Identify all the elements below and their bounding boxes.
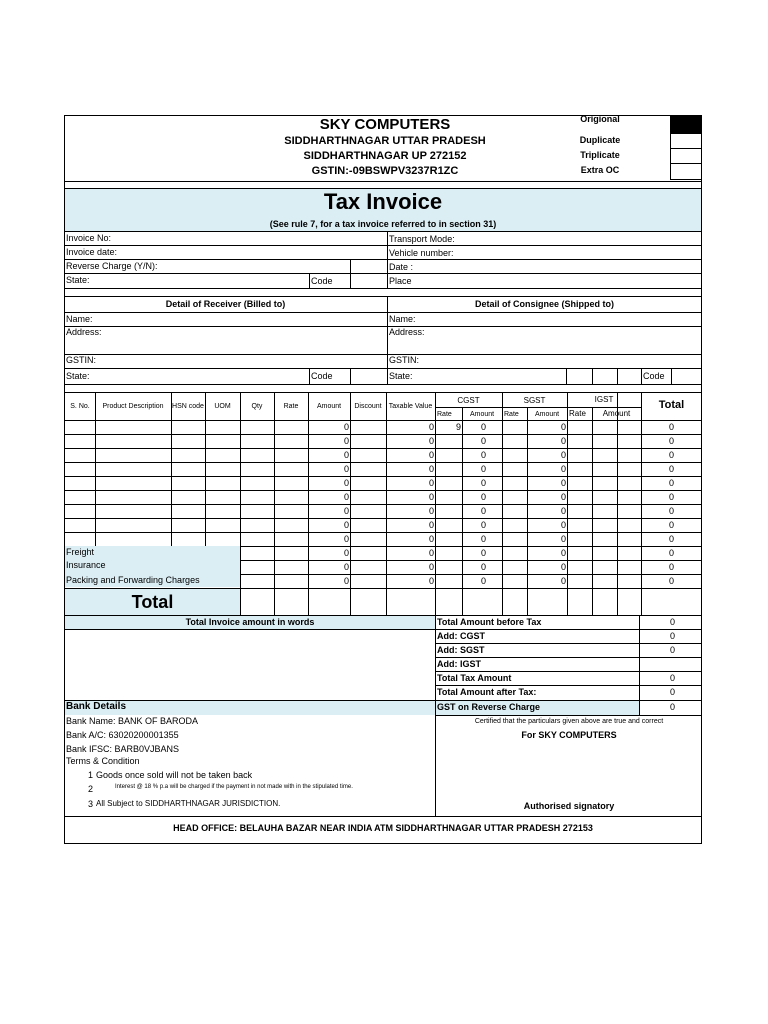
add-cgst-value: 0 (669, 631, 675, 641)
table-cell-cgst-6: 0 (480, 492, 486, 502)
table-cell-total-1: 0 (668, 422, 674, 432)
term-text-3: All Subject to SIDDHARTHNAGAR JURISDICTION. (96, 799, 281, 808)
total-tax-label: Total Tax Amount (437, 673, 512, 683)
table-cell-taxable-9: 0 (428, 534, 434, 544)
table-cell-taxable-11: 0 (428, 562, 434, 572)
term-number-2: 2 (88, 784, 94, 794)
copy-checkbox-duplicate[interactable] (670, 133, 702, 149)
table-cell-sgst-10: 0 (560, 548, 566, 558)
certification-text: Certified that the particulars given above are true and correct (474, 718, 664, 725)
invoice-date-label: Invoice date: (66, 247, 118, 257)
receiver-name-label: Name: (66, 314, 93, 324)
table-cell-cgst-7: 0 (480, 506, 486, 516)
col-header-discount: Discount (354, 403, 382, 410)
col-header-sgst: SGST (523, 396, 546, 405)
table-total-label: Total (131, 592, 174, 612)
table-cell-cgst-2: 0 (480, 436, 486, 446)
company-name: SKY COMPUTERS (319, 116, 451, 133)
table-cell-sgst-4: 0 (560, 464, 566, 474)
table-cell-taxable-10: 0 (428, 548, 434, 558)
receiver-code-label: Code (311, 371, 333, 381)
table-cell-total-9: 0 (668, 534, 674, 544)
table-cell-total-2: 0 (668, 436, 674, 446)
receiver-gstin-label: GSTIN: (66, 355, 97, 365)
add-cgst-label: Add: CGST (437, 631, 485, 641)
table-cell-sgst-12: 0 (560, 576, 566, 586)
consignee-heading: Detail of Consignee (Shipped to) (475, 299, 614, 309)
copy-label-original: Origional (580, 114, 620, 124)
term-number-1: 1 (88, 770, 94, 780)
table-cell-cgst-10: 0 (480, 548, 486, 558)
company-gstin: GSTIN:-09BSWPV3237R1ZC (311, 165, 459, 177)
head-office-footer: HEAD OFFICE: BELAUHA BAZAR NEAR INDIA ATM SIDDHARTHNAGAR UTTAR PRADESH 272153 (173, 823, 593, 833)
table-cell-sgst-5: 0 (560, 478, 566, 488)
consignee-name-label: Name: (389, 314, 416, 324)
place-label: Place (389, 276, 412, 286)
table-cell-sgst-11: 0 (560, 562, 566, 572)
col-header-hsn: HSN code (172, 403, 204, 410)
charge-freight-label: Freight (66, 547, 95, 557)
table-cell-taxable-4: 0 (428, 464, 434, 474)
term-number-3: 3 (88, 799, 94, 809)
bank-details-heading: Bank Details (66, 701, 127, 712)
for-company-label: For SKY COMPUTERS (521, 730, 617, 740)
table-cell-total-6: 0 (668, 492, 674, 502)
consignee-code-label: Code (643, 371, 665, 381)
col-header-amount: Amount (316, 403, 342, 410)
invoice-no-label: Invoice No: (66, 233, 112, 243)
table-cell-sgst-2: 0 (560, 436, 566, 446)
add-igst-label: Add: IGST (437, 659, 481, 669)
table-cell-amount-2: 0 (343, 436, 349, 446)
copy-label-extra: Extra OC (580, 165, 620, 175)
table-cell-taxable-1: 0 (428, 422, 434, 432)
table-cell-sgst-3: 0 (560, 450, 566, 460)
reverse-charge-value: 0 (669, 702, 675, 712)
table-cell-amount-9: 0 (343, 534, 349, 544)
consignee-gstin-label: GSTIN: (389, 355, 420, 365)
table-cell-amount-5: 0 (343, 478, 349, 488)
term-text-1: Goods once sold will not be taken back (96, 770, 253, 780)
igst-amount-header: Amount (602, 409, 631, 418)
table-cell-total-8: 0 (668, 520, 674, 530)
vehicle-number-label: Vehicle number: (389, 248, 454, 258)
invoice-title: Tax Invoice (323, 189, 443, 214)
copy-checkbox-original[interactable] (670, 115, 702, 133)
col-header-product: Product Description (102, 403, 164, 410)
col-header-sno: S. No. (70, 403, 90, 410)
table-cell-sgst-8: 0 (560, 520, 566, 530)
col-header-cgst: CGST (457, 396, 480, 405)
reverse-charge-label: Reverse Charge (Y/N): (66, 261, 158, 271)
table-cell-amount-10: 0 (343, 548, 349, 558)
col-header-igst: IGST (594, 395, 614, 404)
table-cell-amount-3: 0 (343, 450, 349, 460)
before-tax-value: 0 (669, 617, 675, 627)
table-cell-total-7: 0 (668, 506, 674, 516)
table-cell-sgst-9: 0 (560, 534, 566, 544)
table-cell-cgst-11: 0 (480, 562, 486, 572)
table-cell-amount-6: 0 (343, 492, 349, 502)
table-cell-sgst-6: 0 (560, 492, 566, 502)
table-cell-taxable-3: 0 (428, 450, 434, 460)
copy-label-duplicate: Duplicate (579, 135, 621, 145)
igst-rate-header: Rate (569, 409, 586, 418)
table-cell-amount-12: 0 (343, 576, 349, 586)
table-cell-cgst-3: 0 (480, 450, 486, 460)
total-tax-value: 0 (669, 673, 675, 683)
state-label: State: (66, 275, 90, 285)
date-label: Date : (389, 262, 414, 272)
cgst-rate-header: Rate (437, 411, 452, 418)
copy-checkbox-triplicate[interactable] (670, 148, 702, 164)
table-cell-amount-7: 0 (343, 506, 349, 516)
bank-account: Bank A/C: 63020200001355 (66, 730, 179, 740)
table-cell-taxable-5: 0 (428, 478, 434, 488)
col-header-taxable: Taxable Value (388, 403, 433, 410)
company-address-line1: SIDDHARTHNAGAR UTTAR PRADESH (284, 135, 486, 147)
table-cell-amount-11: 0 (343, 562, 349, 572)
table-cell-taxable-6: 0 (428, 492, 434, 502)
table-cell-sgst-7: 0 (560, 506, 566, 516)
add-sgst-value: 0 (669, 645, 675, 655)
receiver-address-label: Address: (66, 327, 102, 337)
table-cell-cgst-4: 0 (480, 464, 486, 474)
table-cell-cgst-5: 0 (480, 478, 486, 488)
table-cell-amount-4: 0 (343, 464, 349, 474)
invoice-subtitle: (See rule 7, for a tax invoice referred to in section 31) (269, 219, 497, 229)
sgst-rate-header: Rate (504, 411, 519, 418)
table-cell-sgst-1: 0 (560, 422, 566, 432)
authorised-signatory-label: Authorised signatory (523, 801, 615, 811)
table-cell-cgst-1: 0 (480, 422, 486, 432)
col-header-qty: Qty (251, 403, 263, 410)
transport-mode-label: Transport Mode: (389, 234, 455, 244)
table-cell-amount-1: 0 (343, 422, 349, 432)
charge-insurance-label: Insurance (66, 560, 106, 570)
table-cell-total-10: 0 (668, 548, 674, 558)
table-cell-amount-8: 0 (343, 520, 349, 530)
table-cell-cgst-9: 0 (480, 534, 486, 544)
charge-packing-label: Packing and Forwarding Charges (66, 575, 200, 585)
table-cell-cgst-12: 0 (480, 576, 486, 586)
cgst-amount-header: Amount (469, 411, 495, 418)
terms-heading: Terms & Condition (66, 756, 140, 766)
company-address-line2: SIDDHARTHNAGAR UP 272152 (303, 150, 467, 162)
bank-ifsc: Bank IFSC: BARB0VJBANS (66, 744, 180, 754)
consignee-address-label: Address: (389, 327, 425, 337)
sgst-amount-header: Amount (534, 411, 560, 418)
table-cell-taxable-12: 0 (428, 576, 434, 586)
receiver-heading: Detail of Receiver (Billed to) (165, 299, 286, 309)
table-cell-total-3: 0 (668, 450, 674, 460)
table-cell-taxable-7: 0 (428, 506, 434, 516)
amount-words-heading: Total Invoice amount in words (185, 617, 315, 627)
table-cell-taxable-8: 0 (428, 520, 434, 530)
table-cell-taxable-2: 0 (428, 436, 434, 446)
col-header-uom: UOM (214, 403, 231, 410)
col-header-rate: Rate (283, 403, 299, 410)
table-cell-cgst-8: 0 (480, 520, 486, 530)
table-cell-total-4: 0 (668, 464, 674, 474)
after-tax-label: Total Amount after Tax: (437, 687, 537, 697)
before-tax-label: Total Amount before Tax (437, 617, 542, 627)
table-cell-total-11: 0 (668, 562, 674, 572)
copy-checkbox-extra[interactable] (670, 163, 702, 180)
term-text-2: Interest @ 18 % p.a will be charged if the payment in not made with in the stipulated time. (115, 784, 353, 790)
table-cell-cgst-rate-1: 9 (455, 422, 461, 432)
consignee-state-label: State: (389, 371, 413, 381)
reverse-charge-total-label: GST on Reverse Charge (437, 702, 541, 712)
table-cell-total-12: 0 (668, 576, 674, 586)
receiver-state-label: State: (66, 371, 90, 381)
col-header-total: Total (658, 399, 685, 411)
copy-label-triplicate: Triplicate (580, 150, 620, 160)
after-tax-value: 0 (669, 687, 675, 697)
state-code-label: Code (311, 276, 333, 286)
add-sgst-label: Add: SGST (437, 645, 485, 655)
bank-name: Bank Name: BANK OF BARODA (66, 716, 199, 726)
table-cell-total-5: 0 (668, 478, 674, 488)
